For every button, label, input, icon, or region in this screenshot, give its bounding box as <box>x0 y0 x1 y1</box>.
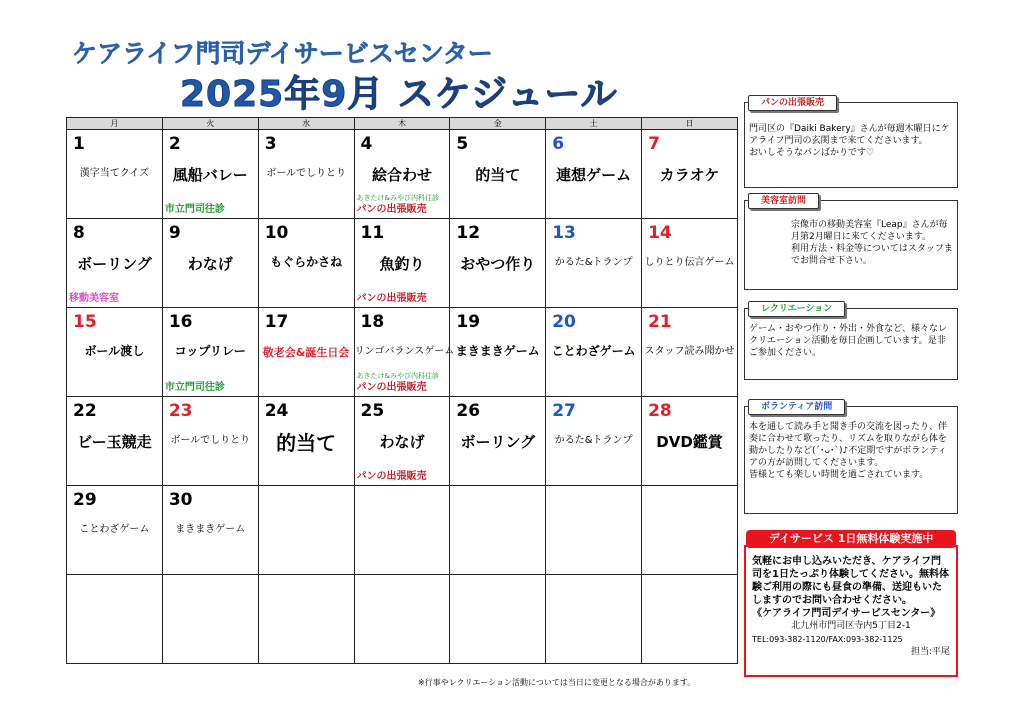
day-cell <box>354 486 450 575</box>
trial-text: 気軽にお申し込みいただき、ケアライフ門司を1日たっぷり体験してください。無料体験ご利用の際にも昼食の準備、送迎もいたしますのでお問い合わせください。 <box>752 556 949 606</box>
bread-sale-text: 門司区の『Daiki Bakery』さんが毎週木曜日にケアライフ門司の玄関まで来てくださいます。 おいしそうなパンばかりです♡ <box>749 124 950 158</box>
day-number: 19 <box>456 312 481 332</box>
day-number: 17 <box>264 312 289 332</box>
event-label: かるた&トランプ <box>554 257 633 268</box>
day-note: 移動美容室 <box>69 293 119 304</box>
event-label: 敬老会&誕生日会 <box>262 346 350 359</box>
week-row <box>67 397 738 486</box>
event-label: リンゴバランスゲーム <box>354 346 455 357</box>
day-cell <box>354 308 455 397</box>
day-note: パンの出張販売 <box>356 382 427 393</box>
day-number: 26 <box>456 401 481 421</box>
day-cell <box>450 308 546 397</box>
day-number: 18 <box>360 312 385 332</box>
day-cell <box>546 219 642 308</box>
event-label: ビー玉競走 <box>77 433 152 451</box>
event-label: ことわざゲーム <box>551 344 636 358</box>
day-cell <box>162 397 258 486</box>
day-cell <box>450 486 546 575</box>
day-note: 市立門司往診 <box>164 204 225 215</box>
day-cell <box>162 219 258 308</box>
event-label: かるた&トランプ <box>554 435 633 446</box>
recreation-text: ゲーム・おやつ作り・外出・外食など、様々なレクリエーション活動を毎日企画しています。是非ご参加ください。 <box>749 324 948 358</box>
day-note: パンの出張販売 <box>356 293 427 304</box>
day-number: 29 <box>73 490 97 510</box>
bread-sale-tag: パンの出張販売 <box>748 95 837 111</box>
day-number: 9 <box>168 223 181 243</box>
day-cell <box>162 575 258 664</box>
event-label: 絵合わせ <box>371 166 432 184</box>
day-number: 21 <box>648 312 672 332</box>
event-label: 漢字当てクイズ <box>79 168 150 179</box>
day-cell <box>258 486 354 575</box>
event-label: スタッフ読み聞かせ <box>644 346 735 357</box>
day-number: 2 <box>168 134 181 154</box>
event-label: ボールでしりとり <box>170 435 251 446</box>
event-label: 魚釣り <box>379 255 425 273</box>
day-number: 14 <box>648 223 672 243</box>
weekday-tue: 火 <box>162 118 258 130</box>
trial-address: 北九州市門司区寺内5丁目2-1 <box>791 621 911 631</box>
day-cell <box>642 397 738 486</box>
day-cell <box>258 130 354 219</box>
day-cell <box>258 219 354 308</box>
event-label: ボーリング <box>460 433 536 451</box>
day-note: 市立門司往診 <box>164 382 225 393</box>
event-label: もぐらかさね <box>270 255 343 269</box>
day-cell <box>162 486 258 575</box>
trial-box <box>744 545 958 677</box>
bread-sale-box <box>744 102 958 188</box>
event-label: おやつ作り <box>460 255 536 273</box>
day-cell <box>450 575 546 664</box>
recreation-tag: レクリエーション <box>748 301 845 317</box>
day-cell <box>354 219 450 308</box>
day-number: 10 <box>264 223 289 243</box>
day-cell <box>546 575 642 664</box>
day-number: 3 <box>264 134 277 154</box>
day-cell <box>258 397 354 486</box>
day-number: 15 <box>73 312 97 332</box>
day-number: 7 <box>648 134 660 154</box>
page-subtitle: 2025年9月 スケジュール <box>180 74 618 115</box>
weekday-sat: 土 <box>546 118 642 130</box>
event-label: まきまきゲーム <box>455 344 540 358</box>
day-cell <box>642 486 738 575</box>
day-number: 8 <box>73 223 85 243</box>
day-cell <box>642 130 738 219</box>
week-row <box>67 575 738 664</box>
day-cell <box>354 130 450 219</box>
beauty-visit-text: 宗像市の移動美容室『Leap』さんが毎月第2月曜日に来てくださいます。 利用方法・料金等についてはスタッフまでお問合せ下さい。 <box>791 220 953 266</box>
beauty-visit-box <box>744 200 958 290</box>
day-cell <box>67 575 163 664</box>
trial-org: 《ケアライフ門司デイサービスセンター》 <box>752 608 941 619</box>
day-number: 12 <box>456 223 481 243</box>
week-row <box>67 308 738 397</box>
week-row <box>67 486 738 575</box>
weekday-wed: 水 <box>258 118 354 130</box>
recreation-box <box>744 308 958 380</box>
day-cell <box>450 397 546 486</box>
week-row <box>67 219 738 308</box>
day-cell <box>67 486 163 575</box>
day-number: 11 <box>360 223 385 243</box>
day-number: 22 <box>73 401 97 421</box>
clinic-note: あきたけ&みやび内科往診 <box>356 194 439 202</box>
day-number: 25 <box>360 401 385 421</box>
day-note: パンの出張販売 <box>356 471 427 482</box>
day-note: パンの出張販売 <box>356 204 427 215</box>
day-cell <box>642 308 738 397</box>
day-number: 27 <box>552 401 576 421</box>
day-number: 16 <box>168 312 193 332</box>
event-label: ことわざゲーム <box>79 524 150 535</box>
event-label: わなげ <box>187 255 233 273</box>
day-number: 13 <box>552 223 576 243</box>
event-label: カラオケ <box>659 166 720 184</box>
day-cell <box>546 397 642 486</box>
day-cell <box>450 219 546 308</box>
day-number: 20 <box>552 312 576 332</box>
event-label: 連想ゲーム <box>556 166 632 184</box>
day-cell <box>546 130 642 219</box>
volunteer-text: 本を通して読み手と聞き手の交流を図ったり、伴奏に合わせて歌ったり、リズムを取りながら体を動かしたりなど(´･ᴗ･`)♪不定期ですがボランティアの方が訪問してくださいます。 皆様とても楽しい時間を過ごされています。 <box>749 422 948 480</box>
event-label: ボールでしりとり <box>266 168 347 179</box>
day-number: 30 <box>168 490 193 510</box>
event-label: わなげ <box>379 433 425 451</box>
day-number: 24 <box>264 401 289 421</box>
day-number: 4 <box>360 134 373 154</box>
volunteer-tag: ボランティア訪問 <box>748 399 845 415</box>
event-label: DVD鑑賞 <box>656 433 723 451</box>
day-cell <box>67 130 163 219</box>
day-cell <box>67 219 163 308</box>
day-cell <box>354 397 450 486</box>
day-cell <box>162 130 258 219</box>
day-cell <box>450 130 546 219</box>
day-number: 6 <box>552 134 565 154</box>
weekday-header-row <box>67 118 738 130</box>
day-cell <box>67 308 163 397</box>
day-cell <box>546 308 642 397</box>
day-cell <box>162 308 258 397</box>
clinic-note: あきたけ&みやび内科往診 <box>356 372 439 380</box>
event-label: 的当て <box>276 431 337 455</box>
event-label: ボーリング <box>77 255 152 273</box>
weekday-mon: 月 <box>67 118 163 130</box>
event-label: しりとり伝言ゲーム <box>644 257 735 268</box>
page-title: ケアライフ門司デイサービスセンター <box>72 39 493 68</box>
trial-tel: TEL:093-382-1120/FAX:093-382-1125 <box>752 635 903 644</box>
day-number: 28 <box>648 401 672 421</box>
day-cell <box>546 486 642 575</box>
day-number: 5 <box>456 134 469 154</box>
day-cell <box>67 397 163 486</box>
day-cell <box>354 575 450 664</box>
weekday-fri: 金 <box>450 118 546 130</box>
weekday-sun: 日 <box>642 118 738 130</box>
week-row <box>67 130 738 219</box>
day-cell <box>642 575 738 664</box>
day-number: 1 <box>73 134 85 154</box>
day-cell <box>642 219 738 308</box>
day-number: 23 <box>168 401 193 421</box>
footnote: ※行事やレクリエーション活動については当日に変更となる場合があります。 <box>418 678 696 687</box>
beauty-visit-tag: 美容室訪問 <box>748 193 819 209</box>
day-cell <box>258 308 354 397</box>
volunteer-box <box>744 406 958 514</box>
event-label: ボール渡し <box>84 344 145 358</box>
event-label: 風船バレー <box>172 166 248 184</box>
trial-contact: 担当:平尾 <box>910 647 950 657</box>
calendar-table <box>66 117 738 664</box>
event-label: コップリレー <box>174 344 246 358</box>
day-cell <box>258 575 354 664</box>
event-label: まきまきゲーム <box>175 524 246 535</box>
trial-banner: デイサービス 1日無料体験実施中 <box>746 530 956 548</box>
event-label: 的当て <box>475 166 521 184</box>
weekday-thu: 木 <box>354 118 450 130</box>
